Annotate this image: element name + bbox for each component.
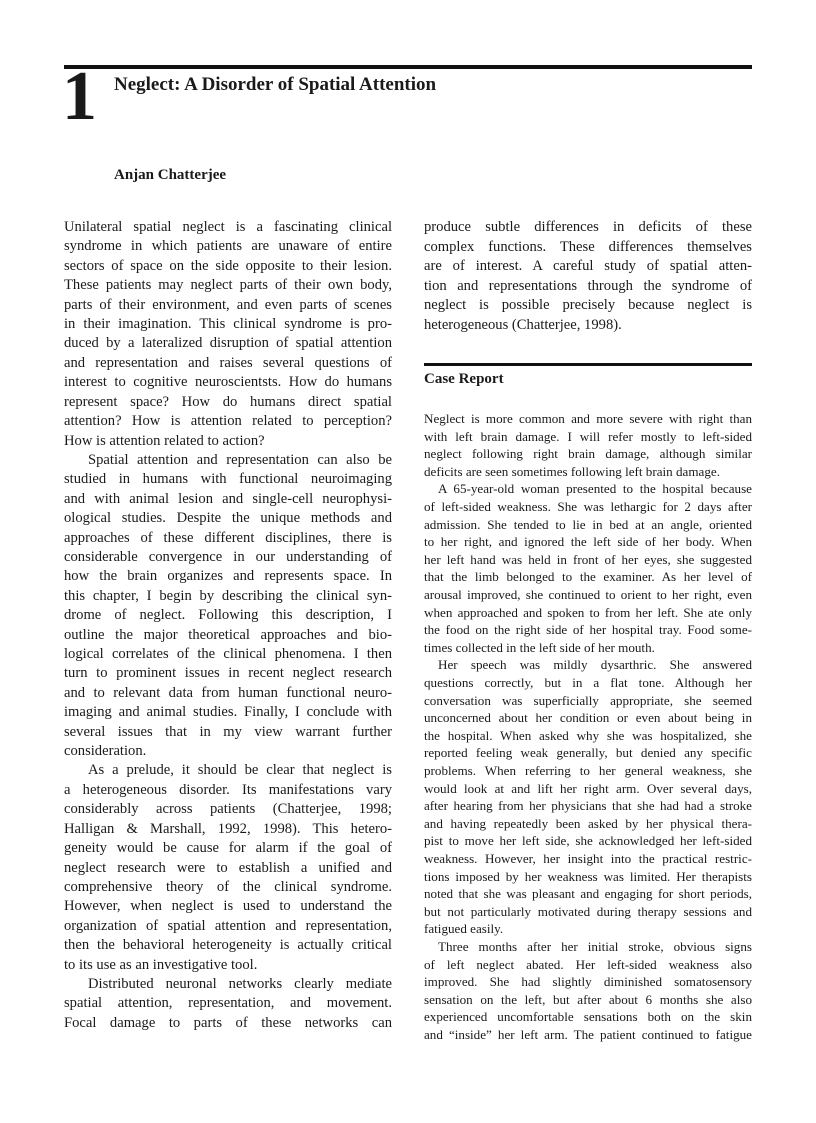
text-line: and with animal lesion and single-cell neurophysi- (64, 490, 392, 507)
text-line: the hospital. When asked why she was hospitalized, she (424, 727, 752, 743)
text-line: complex functions. These differences themselves (424, 238, 752, 255)
text-line: the food on the right side of her hospital tray. Food some- (424, 622, 752, 638)
text-line: neglect research were to establish a unified and (64, 859, 392, 876)
text-line: studied in humans with functional neuroimaging (64, 471, 392, 488)
text-line: would look at and lift her right arm. Over several days, (424, 780, 752, 796)
text-line: sensation on the left, but after about 6 months she also (424, 991, 752, 1007)
text-line: considerably across patients (Chatterjee, 1998; (64, 801, 392, 818)
text-line: neglect following right brain damage, although similar (424, 446, 752, 462)
text-line: her left hand was held in front of her eyes, she suggested (424, 551, 752, 567)
text-line: and representation and raises several questions of (64, 354, 392, 371)
text-line: of left neglect abated. Her left-sided weakness also (424, 956, 752, 972)
text-line: attention? How is attention related to perception? (64, 413, 392, 430)
text-line: interest to cognitive neuroscientsts. How do humans (64, 374, 392, 391)
text-line: tions imposed by her weakness was limited. Her therapists (424, 868, 752, 884)
text-line: drome of neglect. Following this description, I (64, 607, 392, 624)
text-line: Her speech was mildly dysarthric. She answered (438, 657, 752, 673)
author-name: Anjan Chatterjee (114, 167, 227, 183)
text-line: As a prelude, it should be clear that neglect is (88, 762, 392, 779)
text-line: However, when neglect is used to understand the (64, 898, 392, 915)
text-line: then the behavioral heterogeneity is actually critical (64, 937, 392, 954)
text-line: experienced uncomfortable sensations both on the skin (424, 1009, 752, 1025)
text-line: are of interest. A careful study of spatial atten- (424, 258, 752, 275)
text-line: spatial attention, representation, and movement. (64, 995, 392, 1012)
text-line: Unilateral spatial neglect is a fascinating clinical (64, 219, 392, 235)
text-line: conversation was superficially appropriate, she seemed (424, 692, 752, 708)
chapter-number: 1 (62, 58, 95, 135)
text-line: fatigued easily. (424, 921, 504, 937)
text-line: Distributed neuronal networks clearly mediate (88, 975, 392, 992)
text-line: and “inside” her left arm. The patient continued to fatigue (424, 1027, 752, 1042)
text-line: to its use as an investigative tool. (64, 956, 258, 973)
section-heading-case-report: Case Report (424, 371, 504, 387)
text-line: unconcerned about her condition or even about being in (424, 710, 752, 726)
text-line: and having repeatedly been asked by her physical thera- (424, 815, 752, 831)
text-line: logical correlates of the clinical phenomena. I then (64, 646, 392, 663)
text-line: how the brain organizes and represents space. In (64, 568, 392, 585)
text-line: syndrome in which patients are unaware of entire (64, 238, 392, 255)
text-line: to her right, and ignored the left side of her body. When (424, 534, 752, 550)
text-line: reported feeling weak generally, but denied any specific (424, 745, 752, 761)
text-line: considerable convergence in our understanding of (64, 548, 392, 565)
text-line: after hearing from her physicians that she had had a stroke (424, 798, 752, 814)
text-line: neglect is possible precisely because neglect is (424, 297, 752, 314)
text-line: A 65-year-old woman presented to the hospital because (438, 481, 752, 497)
text-line: imaging and animal studies. Finally, I conclude with (64, 704, 392, 721)
text-line: consideration. (64, 743, 147, 760)
text-line: Three months after her initial stroke, obvious signs (438, 939, 752, 954)
text-line: noted that she was pleasant and engaging for short periods, (424, 886, 752, 902)
text-line: represent space? How do humans direct spatial (64, 393, 392, 410)
text-line: times collected in the left side of her mouth. (424, 639, 655, 655)
text-line: Neglect is more common and more severe with right than (424, 411, 752, 426)
text-line: How is attention related to action? (64, 432, 265, 449)
text-line: Spatial attention and representation can also be (88, 451, 392, 468)
text-line: admission. She tended to lie in bed at an angle, oriented (424, 516, 752, 532)
text-line: heterogeneous (Chatterjee, 1998). (424, 317, 622, 333)
text-line: These patients may neglect parts of their own body, (64, 277, 392, 294)
text-line: pist to move her left side, she acknowledged her left-sided (424, 833, 752, 849)
text-line: turn to prominent issues in recent neglect research (64, 665, 392, 682)
chapter-title: Neglect: A Disorder of Spatial Attention (114, 74, 437, 95)
text-line: parts of their environment, and even parts of scenes (64, 296, 392, 313)
text-line: Halligan & Marshall, 1992, 1998). This hetero- (64, 820, 392, 837)
section-rule (424, 363, 752, 366)
text-line: in their imagination. This clinical syndrome is pro- (64, 316, 392, 333)
text-line: approaches of these different disciplines, there is (64, 529, 392, 546)
text-line: questions correctly, but in a flat tone. Although her (424, 675, 752, 690)
text-line: comprehensive theory of the clinical syndrome. (64, 878, 392, 895)
text-line: outline the major theoretical approaches and bio- (64, 626, 392, 643)
text-line: when approached and spoken to from her left. She ate only (424, 604, 752, 620)
text-line: ological studies. Despite the unique methods and (64, 510, 392, 527)
text-line: arousal improved, she continued to orient to her right, even (424, 587, 752, 602)
text-line: but not particularly motivated during therapy sessions and (424, 903, 752, 919)
text-line: several issues that in my view warrant further (64, 723, 392, 740)
text-line: a heterogeneous disorder. Its manifestations vary (64, 781, 392, 798)
text-line: deficits are seen sometimes following left brain damage. (424, 463, 720, 479)
text-line: duced by a lateralized disruption of spatial attention (64, 335, 392, 352)
text-line: organization of spatial attention and representation, (64, 917, 392, 934)
text-line: Focal damage to parts of these networks can (64, 1014, 392, 1031)
text-line: improved. She had slightly diminished somatosensory (424, 974, 752, 990)
text-line: problems. When referring to her general weakness, she (424, 763, 752, 778)
text-line: and to relevant data from human functional neuro- (64, 684, 392, 701)
text-line: tion and representations through the syndrome of (424, 277, 752, 294)
text-line: sectors of space on the side opposite to their lesion. (64, 257, 392, 274)
text-line: geneity would be cause for alarm if the goal of (64, 840, 392, 857)
text-line: with left brain damage. I will refer mostly to left-sided (424, 428, 752, 444)
text-line: weakness. However, her insight into the practical restric- (424, 851, 752, 866)
text-line: of left-sided weakness. She was lethargic for 2 days after (424, 499, 752, 514)
top-rule (64, 65, 752, 69)
text-line: this chapter, I begin by describing the clinical syn- (64, 587, 392, 604)
text-line: produce subtle differences in deficits of these (424, 219, 752, 235)
text-line: that the limb belonged to the examiner. As her level of (424, 569, 752, 585)
